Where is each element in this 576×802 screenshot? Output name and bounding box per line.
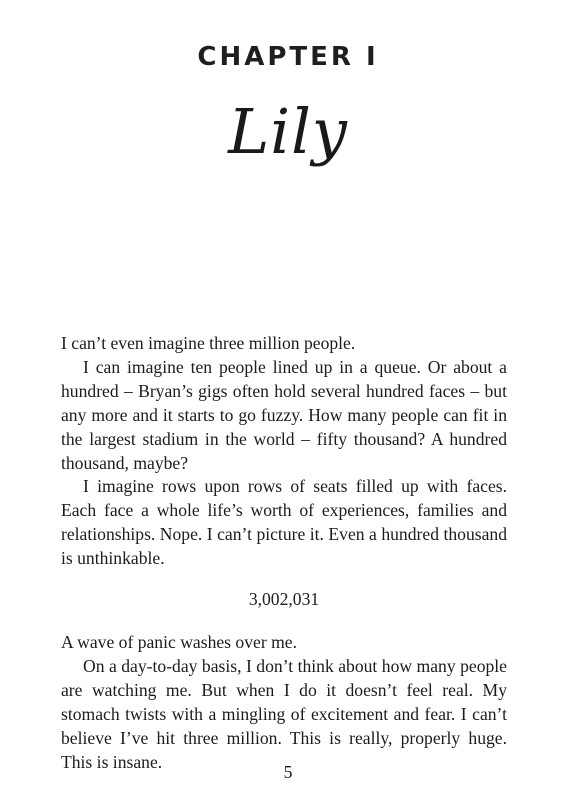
paragraph: I can’t even imagine three million people. [61,333,356,353]
chapter-heading: CHAPTER I [197,42,379,72]
chapter-title: Lily [228,95,348,168]
paragraph: I can imagine ten people lined up in a queue. Or about a hundred – Bryan’s gigs often hold several hundred faces – but any more and it starts to go fuzzy. How many people can fit in the largest stadium in the world – fifty thousand? A hundred thousand, maybe? [61,356,507,473]
paragraph: I imagine rows upon rows of seats filled up with faces. Each face a whole life’s worth of experiences, families and relationships. Nope. I can’t picture it. Even a hundred thousand is unthinkable. [61,476,507,569]
page-number: 5 [283,762,293,782]
paragraph: A wave of panic washes over me. [61,631,297,652]
paragraph: On a day-to-day basis, I don’t think about how many people are watching me. But when I do it doesn’t feel real. My stomach twists with a mingling of excitement and fear. I can’t believe I’ve hit three million. This is really, properly huge. This is insane. [61,655,507,772]
body-text [61,332,507,774]
follower-counter: 3,002,031 [248,589,320,610]
